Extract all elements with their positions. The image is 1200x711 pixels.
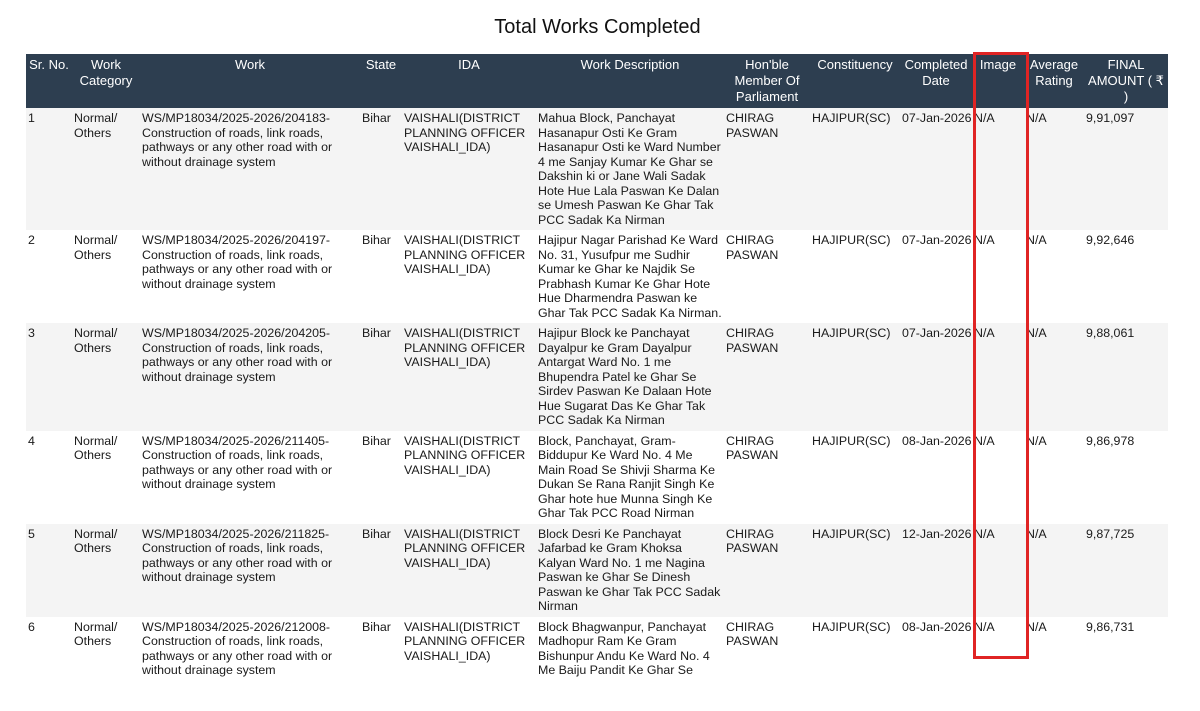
cell-work: WS/MP18034/2025-2026/211405-Construction of roads, link roads, pathways or any other road with or without drainage system: [140, 431, 360, 524]
cell-ida: VAISHALI(DISTRICT PLANNING OFFICER VAISHALI_IDA): [402, 431, 536, 524]
page-title: Total Works Completed: [494, 16, 701, 38]
column-header-member-of-parliament: Hon'ble Member Of Parliament: [724, 54, 810, 108]
table-row: [26, 617, 1168, 681]
cell-work: WS/MP18034/2025-2026/204197-Construction of roads, link roads, pathways or any other road with or without drainage system: [140, 230, 360, 323]
cell-final-amount: 9,86,731: [1084, 617, 1168, 681]
cell-constituency: HAJIPUR(SC): [810, 524, 900, 617]
cell-constituency: HAJIPUR(SC): [810, 323, 900, 431]
table-row: [26, 108, 1168, 230]
column-header-sr-no: Sr. No.: [26, 54, 72, 108]
cell-completed-date: 07-Jan-2026: [900, 230, 972, 323]
cell-work-description: Block Bhagwanpur, Panchayat Madhopur Ram Ke Gram Bishunpur Andu Ke Ward No. 4 Me Baiju Pandit Ke Ghar Se: [536, 617, 724, 681]
table-row: [26, 230, 1168, 323]
table-header-row: [26, 54, 1168, 108]
column-header-work-category: Work Category: [72, 54, 140, 108]
cell-constituency: HAJIPUR(SC): [810, 431, 900, 524]
cell-final-amount: 9,92,646: [1084, 230, 1168, 323]
cell-work-category: Normal/ Others: [72, 431, 140, 524]
cell-work-description: Hajipur Block ke Panchayat Dayalpur ke Gram Dayalpur Antargat Ward No. 1 me Bhupendra Patel ke Ghar Se Sirdev Paswan Ke Dalaan Hote Hue Sugarat Das Ke Ghar Tak PCC Sadak Ka Nirman: [536, 323, 724, 431]
cell-completed-date: 08-Jan-2026: [900, 431, 972, 524]
works-table: [26, 54, 1168, 681]
cell-average-rating: N/A: [1024, 323, 1084, 431]
cell-state: Bihar: [360, 230, 402, 323]
cell-ida: VAISHALI(DISTRICT PLANNING OFFICER VAISHALI_IDA): [402, 108, 536, 230]
cell-work-category: Normal/ Others: [72, 323, 140, 431]
cell-average-rating: N/A: [1024, 108, 1084, 230]
cell-state: Bihar: [360, 524, 402, 617]
cell-image: N/A: [972, 617, 1024, 681]
cell-sr-no: 6: [26, 617, 72, 681]
cell-work: WS/MP18034/2025-2026/204183-Construction of roads, link roads, pathways or any other road with or without drainage system: [140, 108, 360, 230]
column-header-state: State: [360, 54, 402, 108]
cell-image: N/A: [972, 524, 1024, 617]
column-header-constituency: Constituency: [810, 54, 900, 108]
cell-image: N/A: [972, 108, 1024, 230]
cell-constituency: HAJIPUR(SC): [810, 230, 900, 323]
column-header-average-rating: Average Rating: [1024, 54, 1084, 108]
cell-work-description: Mahua Block, Panchayat Hasanapur Osti Ke Gram Hasanapur Osti ke Ward Number 4 me Sanjay Kumar Ke Ghar se Dakshin ki or Jane Wali Sadak Hote Hue Lala Paswan Ke Dalan se Umesh Paswan Ke Ghar Tak PCC Sadak Ka Nirman: [536, 108, 724, 230]
cell-ida: VAISHALI(DISTRICT PLANNING OFFICER VAISHALI_IDA): [402, 617, 536, 681]
cell-ida: VAISHALI(DISTRICT PLANNING OFFICER VAISHALI_IDA): [402, 230, 536, 323]
cell-work-category: Normal/ Others: [72, 524, 140, 617]
column-header-image: Image: [972, 54, 1024, 108]
column-header-ida: IDA: [402, 54, 536, 108]
cell-image: N/A: [972, 230, 1024, 323]
cell-work-category: Normal/ Others: [72, 108, 140, 230]
cell-work-category: Normal/ Others: [72, 230, 140, 323]
cell-work-category: Normal/ Others: [72, 617, 140, 681]
column-header-completed-date: Completed Date: [900, 54, 972, 108]
table-row: [26, 524, 1168, 617]
cell-completed-date: 12-Jan-2026: [900, 524, 972, 617]
cell-work-description: Block Desri Ke Panchayat Jafarbad ke Gram Khoksa Kalyan Ward No. 1 me Nagina Paswan ke Ghar Se Dinesh Paswan ke Ghar Tak PCC Sadak Nirman: [536, 524, 724, 617]
cell-average-rating: N/A: [1024, 617, 1084, 681]
cell-member-of-parliament: CHIRAG PASWAN: [724, 431, 810, 524]
cell-member-of-parliament: CHIRAG PASWAN: [724, 108, 810, 230]
table-row: [26, 323, 1168, 431]
cell-work-description: Hajipur Nagar Parishad Ke Ward No. 31, Yusufpur me Sudhir Kumar ke Ghar ke Najdik Se Prabhash Kumar Ke Ghar Hote Hue Dharmendra Paswan ke Ghar Tak PCC Sadak Ka Nirman.: [536, 230, 724, 323]
cell-ida: VAISHALI(DISTRICT PLANNING OFFICER VAISHALI_IDA): [402, 323, 536, 431]
cell-member-of-parliament: CHIRAG PASWAN: [724, 524, 810, 617]
cell-constituency: HAJIPUR(SC): [810, 108, 900, 230]
cell-image: N/A: [972, 323, 1024, 431]
cell-constituency: HAJIPUR(SC): [810, 617, 900, 681]
cell-image: N/A: [972, 431, 1024, 524]
cell-member-of-parliament: CHIRAG PASWAN: [724, 617, 810, 681]
cell-state: Bihar: [360, 431, 402, 524]
cell-sr-no: 5: [26, 524, 72, 617]
cell-sr-no: 1: [26, 108, 72, 230]
cell-sr-no: 3: [26, 323, 72, 431]
cell-work-description: Block, Panchayat, Gram-Biddupur Ke Ward No. 4 Me Main Road Se Shivji Sharma Ke Dukan Se Rana Ranjit Singh Ke Ghar hote hue Munna Singh Ke Ghar Tak PCC Road Nirman: [536, 431, 724, 524]
cell-completed-date: 08-Jan-2026: [900, 617, 972, 681]
column-header-work: Work: [140, 54, 360, 108]
table-row: [26, 431, 1168, 524]
cell-average-rating: N/A: [1024, 431, 1084, 524]
cell-ida: VAISHALI(DISTRICT PLANNING OFFICER VAISHALI_IDA): [402, 524, 536, 617]
cell-final-amount: 9,91,097: [1084, 108, 1168, 230]
cell-work: WS/MP18034/2025-2026/211825-Construction of roads, link roads, pathways or any other road with or without drainage system: [140, 524, 360, 617]
cell-final-amount: 9,86,978: [1084, 431, 1168, 524]
cell-sr-no: 2: [26, 230, 72, 323]
cell-average-rating: N/A: [1024, 230, 1084, 323]
cell-state: Bihar: [360, 617, 402, 681]
cell-state: Bihar: [360, 108, 402, 230]
cell-work: WS/MP18034/2025-2026/204205-Construction of roads, link roads, pathways or any other road with or without drainage system: [140, 323, 360, 431]
cell-member-of-parliament: CHIRAG PASWAN: [724, 230, 810, 323]
cell-completed-date: 07-Jan-2026: [900, 108, 972, 230]
cell-sr-no: 4: [26, 431, 72, 524]
cell-final-amount: 9,87,725: [1084, 524, 1168, 617]
column-header-work-description: Work Description: [536, 54, 724, 108]
cell-work: WS/MP18034/2025-2026/212008-Construction of roads, link roads, pathways or any other road with or without drainage system: [140, 617, 360, 681]
cell-state: Bihar: [360, 323, 402, 431]
cell-member-of-parliament: CHIRAG PASWAN: [724, 323, 810, 431]
cell-average-rating: N/A: [1024, 524, 1084, 617]
cell-completed-date: 07-Jan-2026: [900, 323, 972, 431]
column-header-final-amount: FINAL AMOUNT ( ₹ ): [1084, 54, 1168, 108]
cell-final-amount: 9,88,061: [1084, 323, 1168, 431]
